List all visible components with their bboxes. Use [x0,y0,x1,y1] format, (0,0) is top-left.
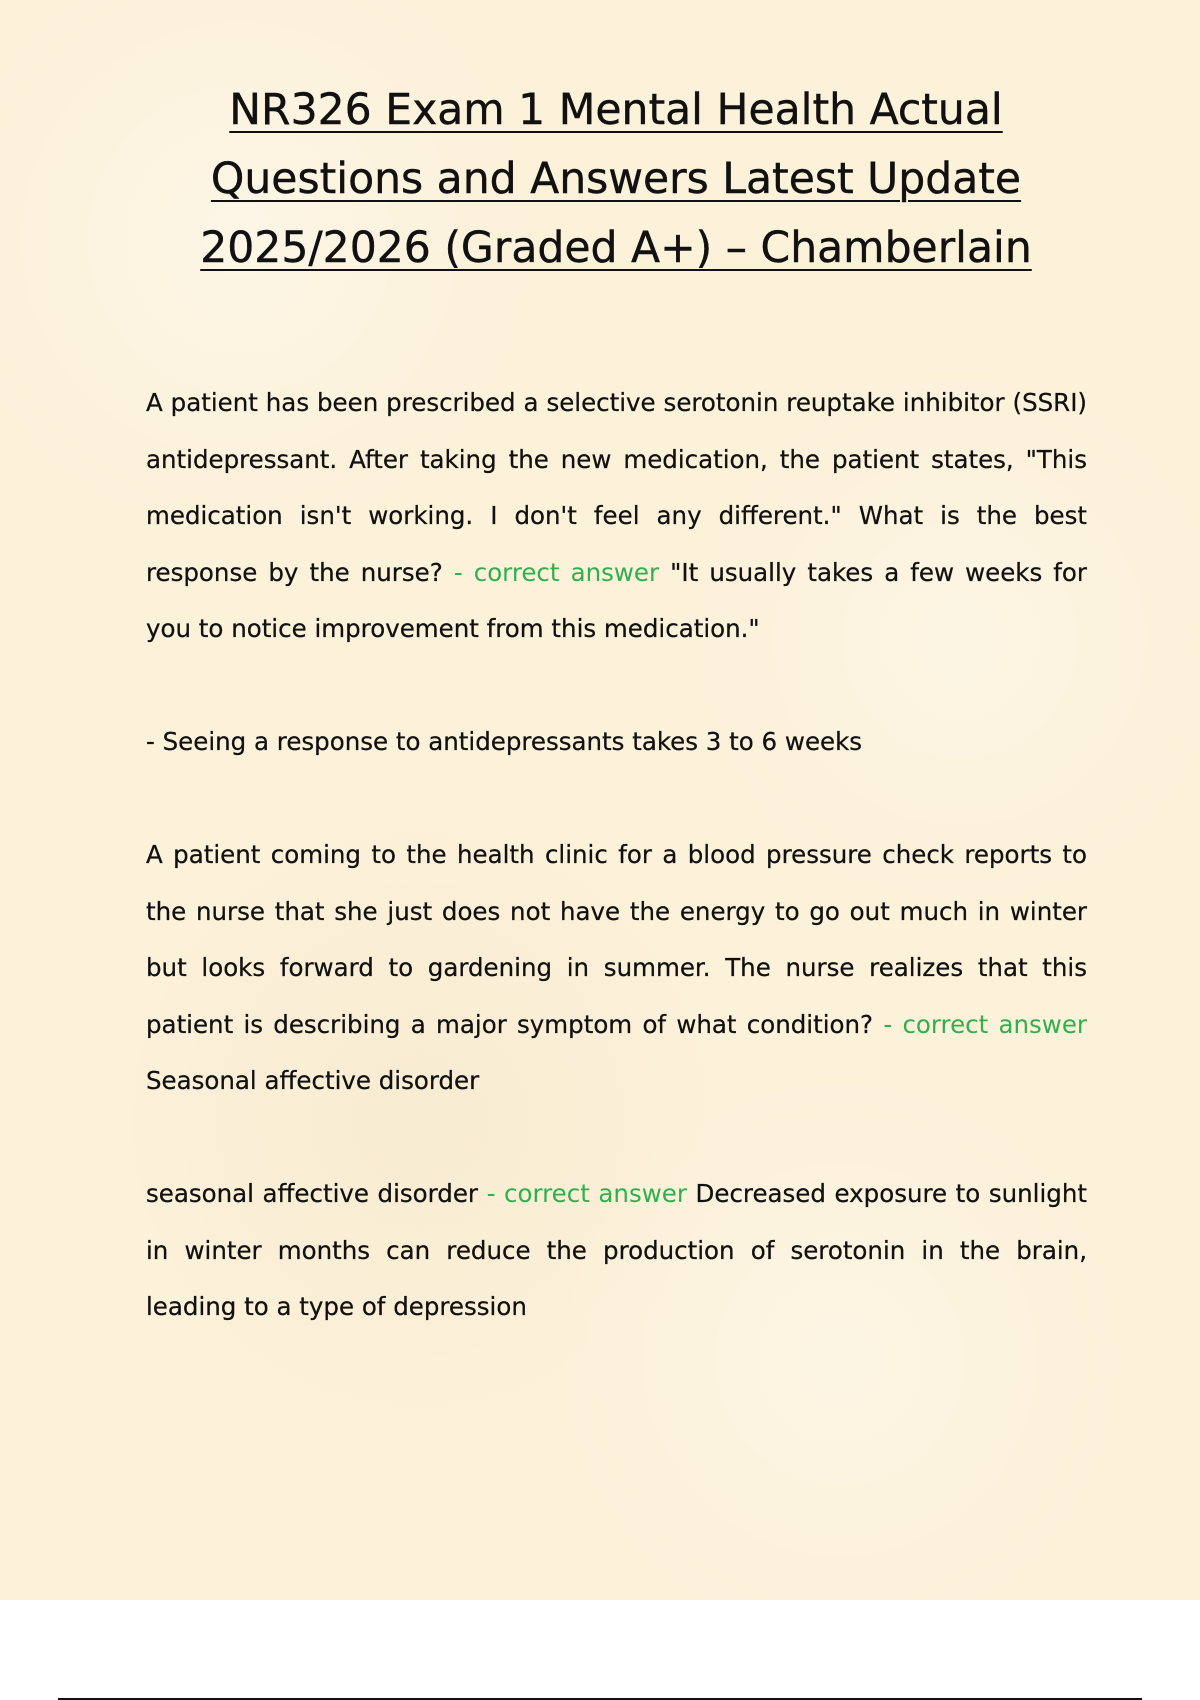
question-text: A patient has been prescribed a selective serotonin reuptake inhibitor (SSRI) antidepressant. After taking the new medication, the patient states, "This medication isn't working. I don't feel any different." What is the best response by the nurse? [146,388,1087,587]
note-text: - Seeing a response to antidepressants takes 3 to 6 weeks [146,727,863,756]
document-body [146,375,1087,1392]
correct-answer-label: - correct answer [453,557,660,587]
answer-text: Seasonal affective disorder [146,1066,480,1095]
answer-text: "It usually takes a few weeks for you to notice improvement from this medication." [146,557,1087,643]
document-title-text: NR326 Exam 1 Mental Health Actual Questions and Answers Latest Update 2025/2026 (Graded A+) – Chamberlain [200,86,1032,273]
answer-text: Decreased exposure to sunlight in winter months can reduce the production of serotonin in the brain, leading to a type of depression [146,1179,1087,1321]
rationale-note [146,714,1087,771]
correct-answer-label: - correct answer [883,1009,1087,1039]
qa-item [146,1166,1087,1336]
correct-answer-label: - correct answer [486,1179,687,1208]
qa-item [146,827,1087,1110]
question-text: A patient coming to the health clinic for a blood pressure check reports to the nurse that she just does not have the energy to go out much in winter but looks forward to gardening in summer. The nurse realizes that this patient is describing a major symptom of what condition? [146,840,1087,1039]
document-title [140,76,1092,283]
qa-item [146,375,1087,658]
question-text: seasonal affective disorder [146,1179,479,1208]
